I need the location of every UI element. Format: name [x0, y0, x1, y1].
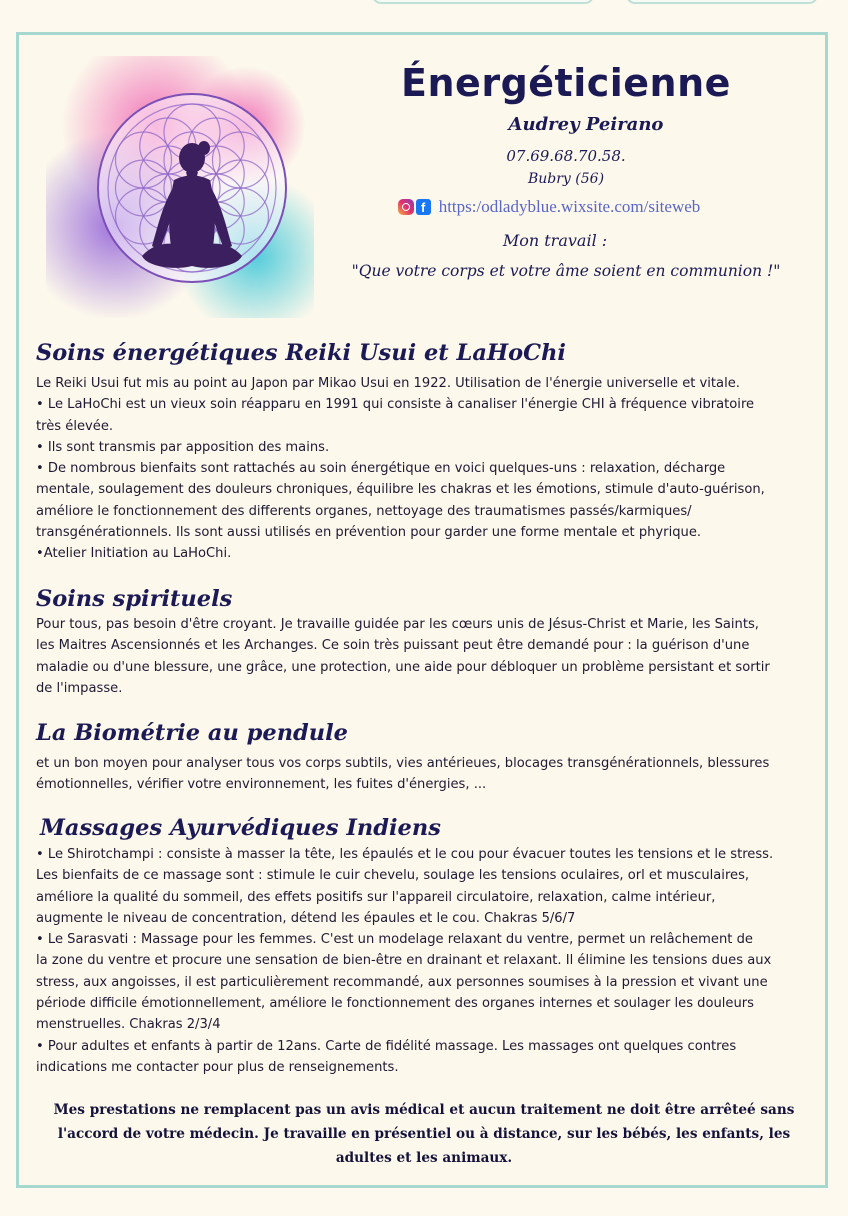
disclaimer-line: Mes prestations ne remplacent pas un avis médical et aucun traitement ne doit être arrêteé sans — [53, 1102, 795, 1118]
top-tab-left — [372, 0, 594, 4]
instagram-icon[interactable] — [398, 199, 414, 215]
work-label: Mon travail : — [502, 231, 608, 250]
body-line: • Pour adultes et enfants à partir de 12ans. Carte de fidélité massage. Les massages ont quelques contres — [36, 1038, 737, 1054]
body-line: la zone du ventre et procure une sensation de bien-être en drainant et relaxant. Il élimine les tensions dues aux — [36, 953, 772, 969]
body-line: de l'impasse. — [36, 680, 123, 696]
body-line: améliore la qualité du sommeil, des effets positifs sur l'appareil circulatoire, relaxation, calme intérieur, — [36, 889, 716, 905]
body-line: • Le Shirotchampi : consiste à masser la tête, les épaulés et le cou pour évacuer toutes les tensions et le stress. — [36, 847, 774, 862]
body-line: • De nombrous bienfaits sont rattachés au soin énergétique en voici quelques-uns : relaxation, décharge — [36, 461, 726, 477]
section-spiritual — [36, 584, 808, 699]
body-line: • Le LaHoChi est un vieux soin réapparu en 1991 qui consiste à canaliser l'énergie CHI à fréquence vibratoire — [36, 397, 755, 413]
body-line: émotionnelles, vérifier votre environnement, les fuites d'énergies, ... — [36, 777, 487, 793]
body-line: •Atelier Initiation au LaHoChi. — [36, 546, 232, 562]
body-line: maladie ou d'une blessure, une grâce, une protection, une aide pour débloquer un problème persistant et sortir — [36, 659, 770, 675]
section-title: Soins énergétiques Reiki Usui et LaHoChi — [36, 340, 566, 366]
section-title: Massages Ayurvédiques Indiens — [40, 815, 441, 841]
body-line: améliore le fonctionnement des differents organes, nettoyage des traumatismes passés/karmiques/ — [36, 503, 692, 519]
body-line: Les bienfaits de ce massage sont : stimule le cuir chevelu, soulage les tensions oculaires, orl et musculaires, — [36, 868, 750, 884]
body-line: menstruelles. Chakras 2/3/4 — [36, 1017, 221, 1033]
section-body — [36, 614, 808, 699]
body-line: période difficile émotionnellement, améliore le fonctionnement des organes internes et soulager les douleurs — [36, 996, 754, 1012]
body-line: augmente le niveau de concentration, détend les épaules et le cou. Chakras 5/6/7 — [36, 910, 576, 926]
section-body — [36, 373, 808, 565]
header — [316, 58, 816, 280]
section-body — [36, 753, 808, 796]
top-tab-right — [626, 0, 818, 4]
top-tabs — [0, 0, 848, 8]
section-massages — [36, 813, 808, 1078]
body-line: stress, aux angoisses, il est particulièrement recommandé, aux personnes soumises à la pression et vivant une — [36, 974, 768, 990]
body-line: mentale, soulagement des douleurs chroniques, équilibre les chakras et les émotions, stimule d'auto-guérison, — [36, 482, 765, 498]
section-title: La Biométrie au pendule — [36, 720, 349, 746]
body-line: Pour tous, pas besoin d'être croyant. Je travaille guidée par les cœurs unis de Jésus-Christ et Marie, les Saints, — [36, 617, 759, 632]
body-line: et un bon moyen pour analyser tous vos corps subtils, vies antérieues, blocages transgénérationnels, blessures — [36, 756, 770, 771]
body-line: très élevée. — [36, 418, 114, 434]
facebook-icon[interactable]: f — [416, 199, 431, 215]
disclaimer-line: adultes et les animaux. — [335, 1150, 513, 1166]
website-link[interactable]: https:/odladyblue.wixsite.com/siteweb — [438, 197, 701, 216]
location: Bubry (56) — [527, 171, 605, 187]
body-line: • Ils sont transmis par apposition des mains. — [36, 439, 330, 455]
body-line: les Maitres Ascensionnés et les Archanges. Ce soin très puissant peut être demandé pour : la guérison d'une — [36, 638, 750, 654]
section-title: Soins spirituels — [36, 586, 233, 612]
social-link-row — [282, 197, 816, 217]
motto-quote: "Que votre corps et votre âme soient en communion !" — [351, 262, 781, 280]
body-line: transgénérationnels. Ils sont aussi utilisés en prévention pour garder une forme mentale et phyrique. — [36, 525, 702, 541]
section-body — [36, 844, 808, 1078]
body-line: indications me contacter pour plus de renseignements. — [36, 1059, 399, 1075]
meditation-flower-of-life-logo — [46, 56, 314, 318]
section-biometry — [36, 718, 808, 796]
phone-number[interactable]: 07.69.68.70.58. — [506, 147, 626, 165]
section-reiki — [36, 338, 808, 565]
disclaimer — [36, 1098, 812, 1170]
body-line: Le Reiki Usui fut mis au point au Japon par Mikao Usui en 1922. Utilisation de l'énergie universelle et vitale. — [36, 376, 740, 391]
disclaimer-line: l'accord de votre médecin. Je travaille en présentiel ou à distance, sur les bébés, les enfants, les — [57, 1126, 791, 1142]
body-line: • Le Sarasvati : Massage pour les femmes. C'est un modelage relaxant du ventre, permet un relâchement de — [36, 932, 753, 948]
page-title: Énergéticienne — [401, 61, 731, 105]
practitioner-name: Audrey Peirano — [508, 114, 664, 135]
